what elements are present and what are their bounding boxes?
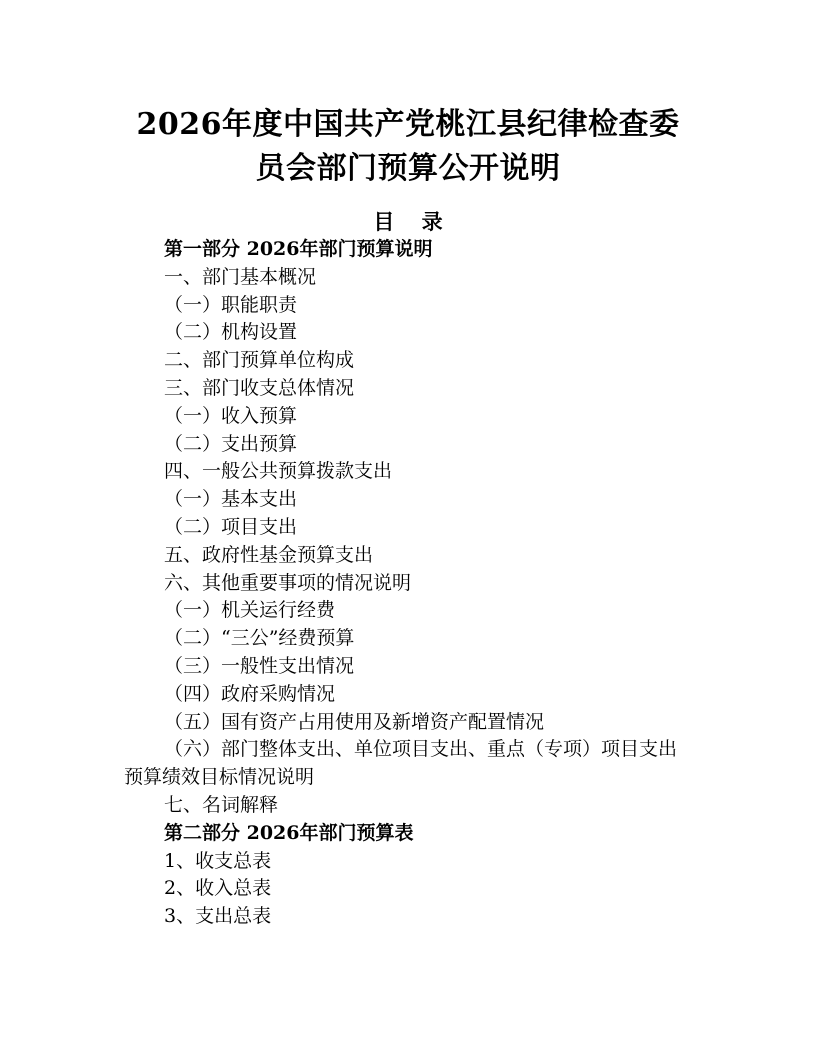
toc-section-4: 四、一般公共预算拨款支出: [164, 460, 393, 483]
toc-subsection-6-6: （六）部门整体支出、单位项目支出、重点（专项）项目支出预算绩效目标情况说明: [124, 738, 678, 789]
toc-table-2: 2、收入总表: [164, 877, 272, 900]
toc-subsection-6-2: （二）“三公”经费预算: [164, 627, 355, 650]
toc-subsection-3-2: （二）支出预算: [164, 432, 298, 455]
document-title-line-1: 2026年度中国共产党桃江县纪律检查委: [136, 107, 680, 142]
toc-section-1: 一、部门基本概况: [164, 265, 317, 288]
toc-table-1: 1、收支总表: [164, 849, 272, 872]
table-of-contents: [124, 236, 684, 931]
toc-section-2: 二、部门预算单位构成: [164, 349, 355, 372]
toc-subsection-6-3: （三）一般性支出情况: [164, 654, 355, 677]
toc-table-3: 3、支出总表: [164, 905, 272, 928]
document-title-line-2: 员会部门预算公开说明: [255, 151, 561, 186]
toc-subsection-6-4: （四）政府采购情况: [164, 682, 336, 705]
toc-section-7: 七、名词解释: [164, 793, 279, 816]
toc-section-5: 五、政府性基金预算支出: [164, 543, 374, 566]
toc-subsection-6-5: （五）国有资产占用使用及新增资产配置情况: [164, 710, 545, 733]
toc-subsection-4-1: （一）基本支出: [164, 488, 298, 511]
toc-part-1: 第一部分 2026年部门预算说明: [164, 238, 433, 260]
toc-section-6: 六、其他重要事项的情况说明: [164, 571, 412, 594]
toc-subsection-1-2: （二）机构设置: [164, 321, 298, 344]
toc-heading: 目 录: [373, 209, 453, 234]
toc-subsection-4-2: （二）项目支出: [164, 515, 298, 538]
toc-subsection-1-1: （一）职能职责: [164, 293, 298, 316]
toc-section-3: 三、部门收支总体情况: [164, 376, 355, 399]
toc-part-2: 第二部分 2026年部门预算表: [164, 821, 414, 844]
toc-subsection-6-1: （一）机关运行经费: [164, 599, 336, 622]
toc-subsection-3-1: （一）收入预算: [164, 404, 298, 427]
